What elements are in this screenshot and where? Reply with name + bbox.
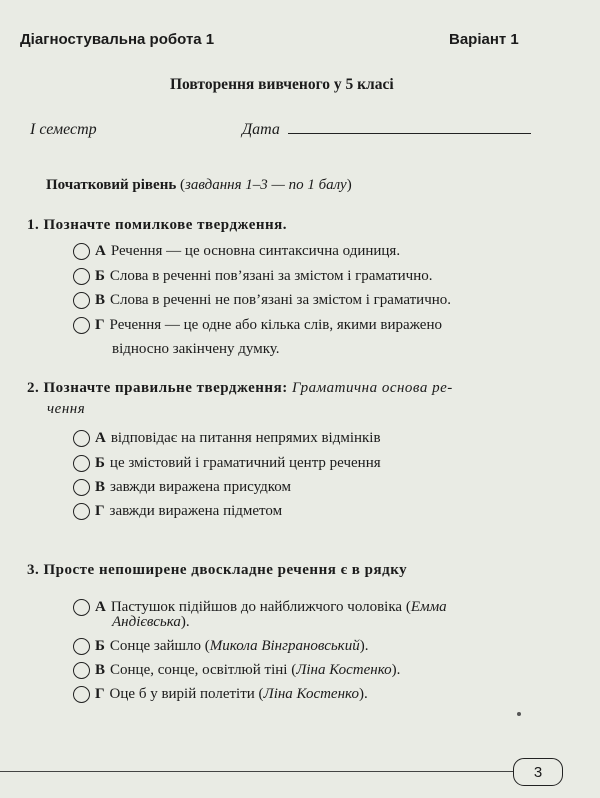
- date-label: Дата: [242, 121, 280, 138]
- q3-option-a-continuation: [112, 614, 190, 631]
- option-text: Речення — це основна синтаксична одиниця.: [110, 243, 401, 259]
- option-letter: В: [95, 292, 106, 308]
- option-letter: А: [95, 243, 106, 259]
- option-author: Ліна Костенко: [263, 686, 359, 702]
- question-2-continuation: чення: [47, 401, 86, 417]
- answer-radio[interactable]: [73, 662, 90, 679]
- question-number: 2.: [27, 380, 40, 396]
- option-letter: В: [95, 479, 106, 495]
- option-text: це змістовий і граматичний центр речення: [109, 455, 381, 471]
- question-3: [27, 562, 407, 579]
- footer-divider: [0, 771, 513, 772]
- option-text: відповідає на питання непрямих відмінків: [110, 430, 381, 446]
- option-text: Слова в реченні не пов’язані за змістом і граматично.: [110, 292, 452, 308]
- option-text: Сонце зайшло (: [109, 638, 210, 654]
- question-number: 1.: [27, 217, 40, 233]
- question-2: [27, 380, 453, 397]
- q3-option-d[interactable]: [73, 686, 368, 703]
- question-text: Позначте помилкове твердження.: [43, 217, 288, 233]
- option-text: завжди виражена підметом: [109, 503, 283, 519]
- option-text: Слова в реченні пов’язані за змістом і граматично.: [109, 268, 433, 284]
- option-author: Андієвська: [112, 614, 181, 630]
- q1-option-d-continuation: відносно закінчену думку.: [112, 341, 280, 357]
- answer-radio[interactable]: [73, 430, 90, 447]
- worksheet-header-title: Діагностувальна робота 1: [20, 31, 215, 48]
- option-text: завжди виражена присудком: [110, 479, 291, 495]
- q1-option-d[interactable]: [73, 317, 442, 334]
- question-italic-text: Граматична основа ре-: [291, 380, 453, 396]
- date-input-line[interactable]: [288, 133, 531, 134]
- level-note: завдання 1–3 — по 1 балу: [185, 177, 347, 193]
- q2-option-a[interactable]: [73, 430, 381, 447]
- option-letter: Б: [95, 638, 105, 654]
- level-note-open: (: [176, 177, 186, 193]
- option-letter: Б: [95, 268, 105, 284]
- option-text: Сонце, сонце, освітлюй тіні (: [110, 662, 297, 678]
- variant-label: Варіант 1: [449, 31, 519, 48]
- answer-radio[interactable]: [73, 455, 90, 472]
- option-tail: ).: [180, 614, 190, 630]
- answer-radio[interactable]: [73, 317, 90, 334]
- answer-radio[interactable]: [73, 638, 90, 655]
- print-speck: [517, 712, 521, 716]
- answer-radio[interactable]: [73, 243, 90, 260]
- option-letter: Г: [95, 503, 105, 519]
- semester-label: І семестр: [30, 121, 97, 138]
- q2-option-c[interactable]: [73, 479, 291, 496]
- answer-radio[interactable]: [73, 268, 90, 285]
- q1-option-a[interactable]: [73, 243, 400, 260]
- option-letter: А: [95, 430, 106, 446]
- q1-option-b[interactable]: [73, 268, 433, 285]
- option-letter: Г: [95, 317, 105, 333]
- q1-option-c[interactable]: [73, 292, 451, 309]
- q3-option-b[interactable]: [73, 638, 368, 655]
- option-text: Оце б у вирій полетіти (: [109, 686, 264, 702]
- option-letter: Б: [95, 455, 105, 471]
- option-text: Пастушок підійшов до найближчого чоловіка (: [110, 599, 411, 615]
- answer-radio[interactable]: [73, 686, 90, 703]
- page-number: [513, 758, 563, 786]
- page-number-text: 3: [533, 763, 543, 781]
- option-tail: ).: [359, 638, 369, 654]
- option-tail: ).: [391, 662, 401, 678]
- option-letter: Г: [95, 686, 105, 702]
- answer-radio[interactable]: [73, 479, 90, 496]
- question-text: Позначте правильне твердження:: [43, 380, 288, 396]
- level-name: Початковий рівень: [46, 177, 177, 193]
- q2-option-b[interactable]: [73, 455, 381, 472]
- level-note-close: ): [346, 177, 352, 193]
- option-text: Речення — це одне або кілька слів, якими виражено: [109, 317, 442, 333]
- option-letter: А: [95, 599, 106, 615]
- page-title: Повторення вивченого у 5 класі: [170, 76, 394, 93]
- question-number: 3.: [27, 562, 40, 578]
- option-tail: ).: [358, 686, 368, 702]
- option-author: Емма: [410, 599, 447, 615]
- answer-radio[interactable]: [73, 503, 90, 520]
- answer-radio[interactable]: [73, 599, 90, 616]
- level-heading: [46, 177, 352, 194]
- option-author: Микола Вінграновський: [209, 638, 360, 654]
- q2-option-d[interactable]: [73, 503, 282, 520]
- q3-option-c[interactable]: [73, 662, 400, 679]
- option-letter: В: [95, 662, 106, 678]
- answer-radio[interactable]: [73, 292, 90, 309]
- question-text: Просте непоширене двоскладне речення є в рядку: [43, 562, 408, 578]
- option-author: Ліна Костенко: [296, 662, 392, 678]
- question-1: [27, 217, 287, 234]
